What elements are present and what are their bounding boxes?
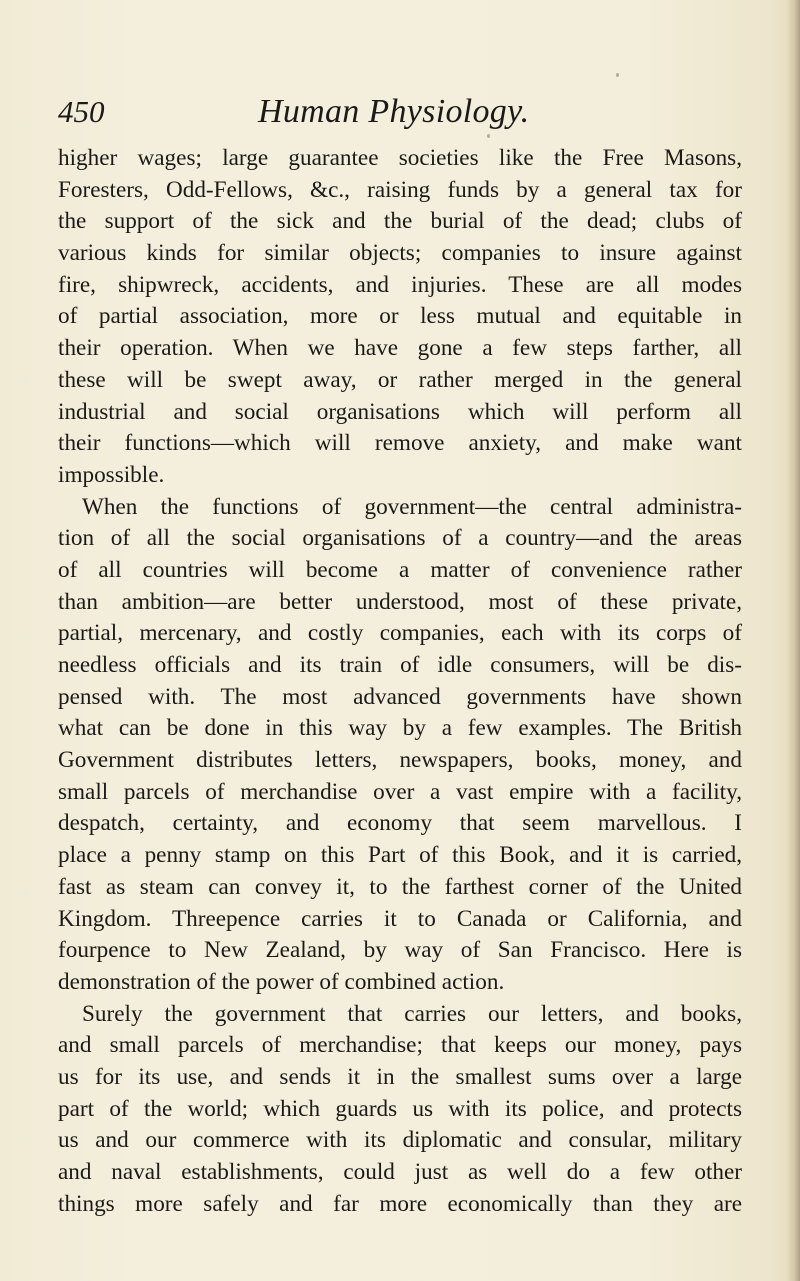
- text-line: Kingdom. Threepence carries it to Canada or California, and: [58, 905, 742, 932]
- page-header: [58, 92, 758, 136]
- text-line: of all countries will become a matter of convenience rather: [58, 556, 742, 583]
- text-line: various kinds for similar objects; companies to insure against: [58, 240, 742, 267]
- text-line: fire, shipwreck, accidents, and injuries. These are all modes: [58, 271, 742, 298]
- text-line: When the functions of government—the central administra-: [82, 493, 742, 520]
- paper-speck: [487, 134, 490, 138]
- text-line: Foresters, Odd-Fellows, &c., raising funds by a general tax for: [58, 176, 742, 203]
- text-line: partial, mercenary, and costly companies, each with its corps of: [58, 620, 742, 647]
- text-line: what can be done in this way by a few examples. The British: [58, 715, 742, 742]
- text-line: us for its use, and sends it in the smallest sums over a large: [58, 1063, 742, 1090]
- text-line: of partial association, more or less mutual and equitable in: [58, 303, 742, 330]
- text-line: pensed with. The most advanced governments have shown: [58, 683, 742, 710]
- text-line: part of the world; which guards us with its police, and protects: [58, 1095, 742, 1122]
- text-line: things more safely and far more economically than they are: [58, 1190, 742, 1217]
- text-line: and small parcels of merchandise; that keeps our money, pays: [58, 1032, 742, 1059]
- text-line: tion of all the social organisations of a country—and the areas: [58, 525, 742, 552]
- text-line: higher wages; large guarantee societies like the Free Masons,: [58, 145, 742, 171]
- text-line: than ambition—are better understood, most of these private,: [58, 588, 742, 615]
- text-line: their functions—which will remove anxiety, and make want: [58, 430, 742, 457]
- text-line: small parcels of merchandise over a vast empire with a facility,: [58, 778, 742, 805]
- text-line: these will be swept away, or rather merged in the general: [58, 366, 742, 393]
- text-line: despatch, certainty, and economy that seem marvellous. I: [58, 810, 742, 837]
- page-edge-shadow: [786, 0, 800, 1281]
- page-number: 450: [58, 94, 105, 129]
- paper-speck: [616, 73, 619, 77]
- text-line: fast as steam can convey it, to the farthest corner of the United: [58, 873, 742, 900]
- text-line: the support of the sick and the burial of the dead; clubs of: [58, 208, 742, 235]
- text-line: us and our commerce with its diplomatic and consular, military: [58, 1127, 742, 1154]
- text-line: fourpence to New Zealand, by way of San Francisco. Here is: [58, 937, 742, 964]
- text-line: demonstration of the power of combined action.: [58, 968, 505, 995]
- text-line: and naval establishments, could just as well do a few other: [58, 1159, 742, 1185]
- text-line: needless officials and its train of idle consumers, will be dis-: [58, 652, 742, 678]
- text-line: Government distributes letters, newspapers, books, money, and: [58, 747, 742, 774]
- text-line: their operation. When we have gone a few steps farther, all: [58, 335, 742, 362]
- text-line: impossible.: [58, 461, 165, 488]
- body-text: [58, 143, 742, 1220]
- running-title: Human Physiology.: [258, 93, 530, 130]
- text-line: place a penny stamp on this Part of this Book, and it is carried,: [58, 842, 742, 869]
- text-line: Surely the government that carries our letters, and books,: [82, 1000, 742, 1027]
- text-line: industrial and social organisations which will perform all: [58, 398, 742, 425]
